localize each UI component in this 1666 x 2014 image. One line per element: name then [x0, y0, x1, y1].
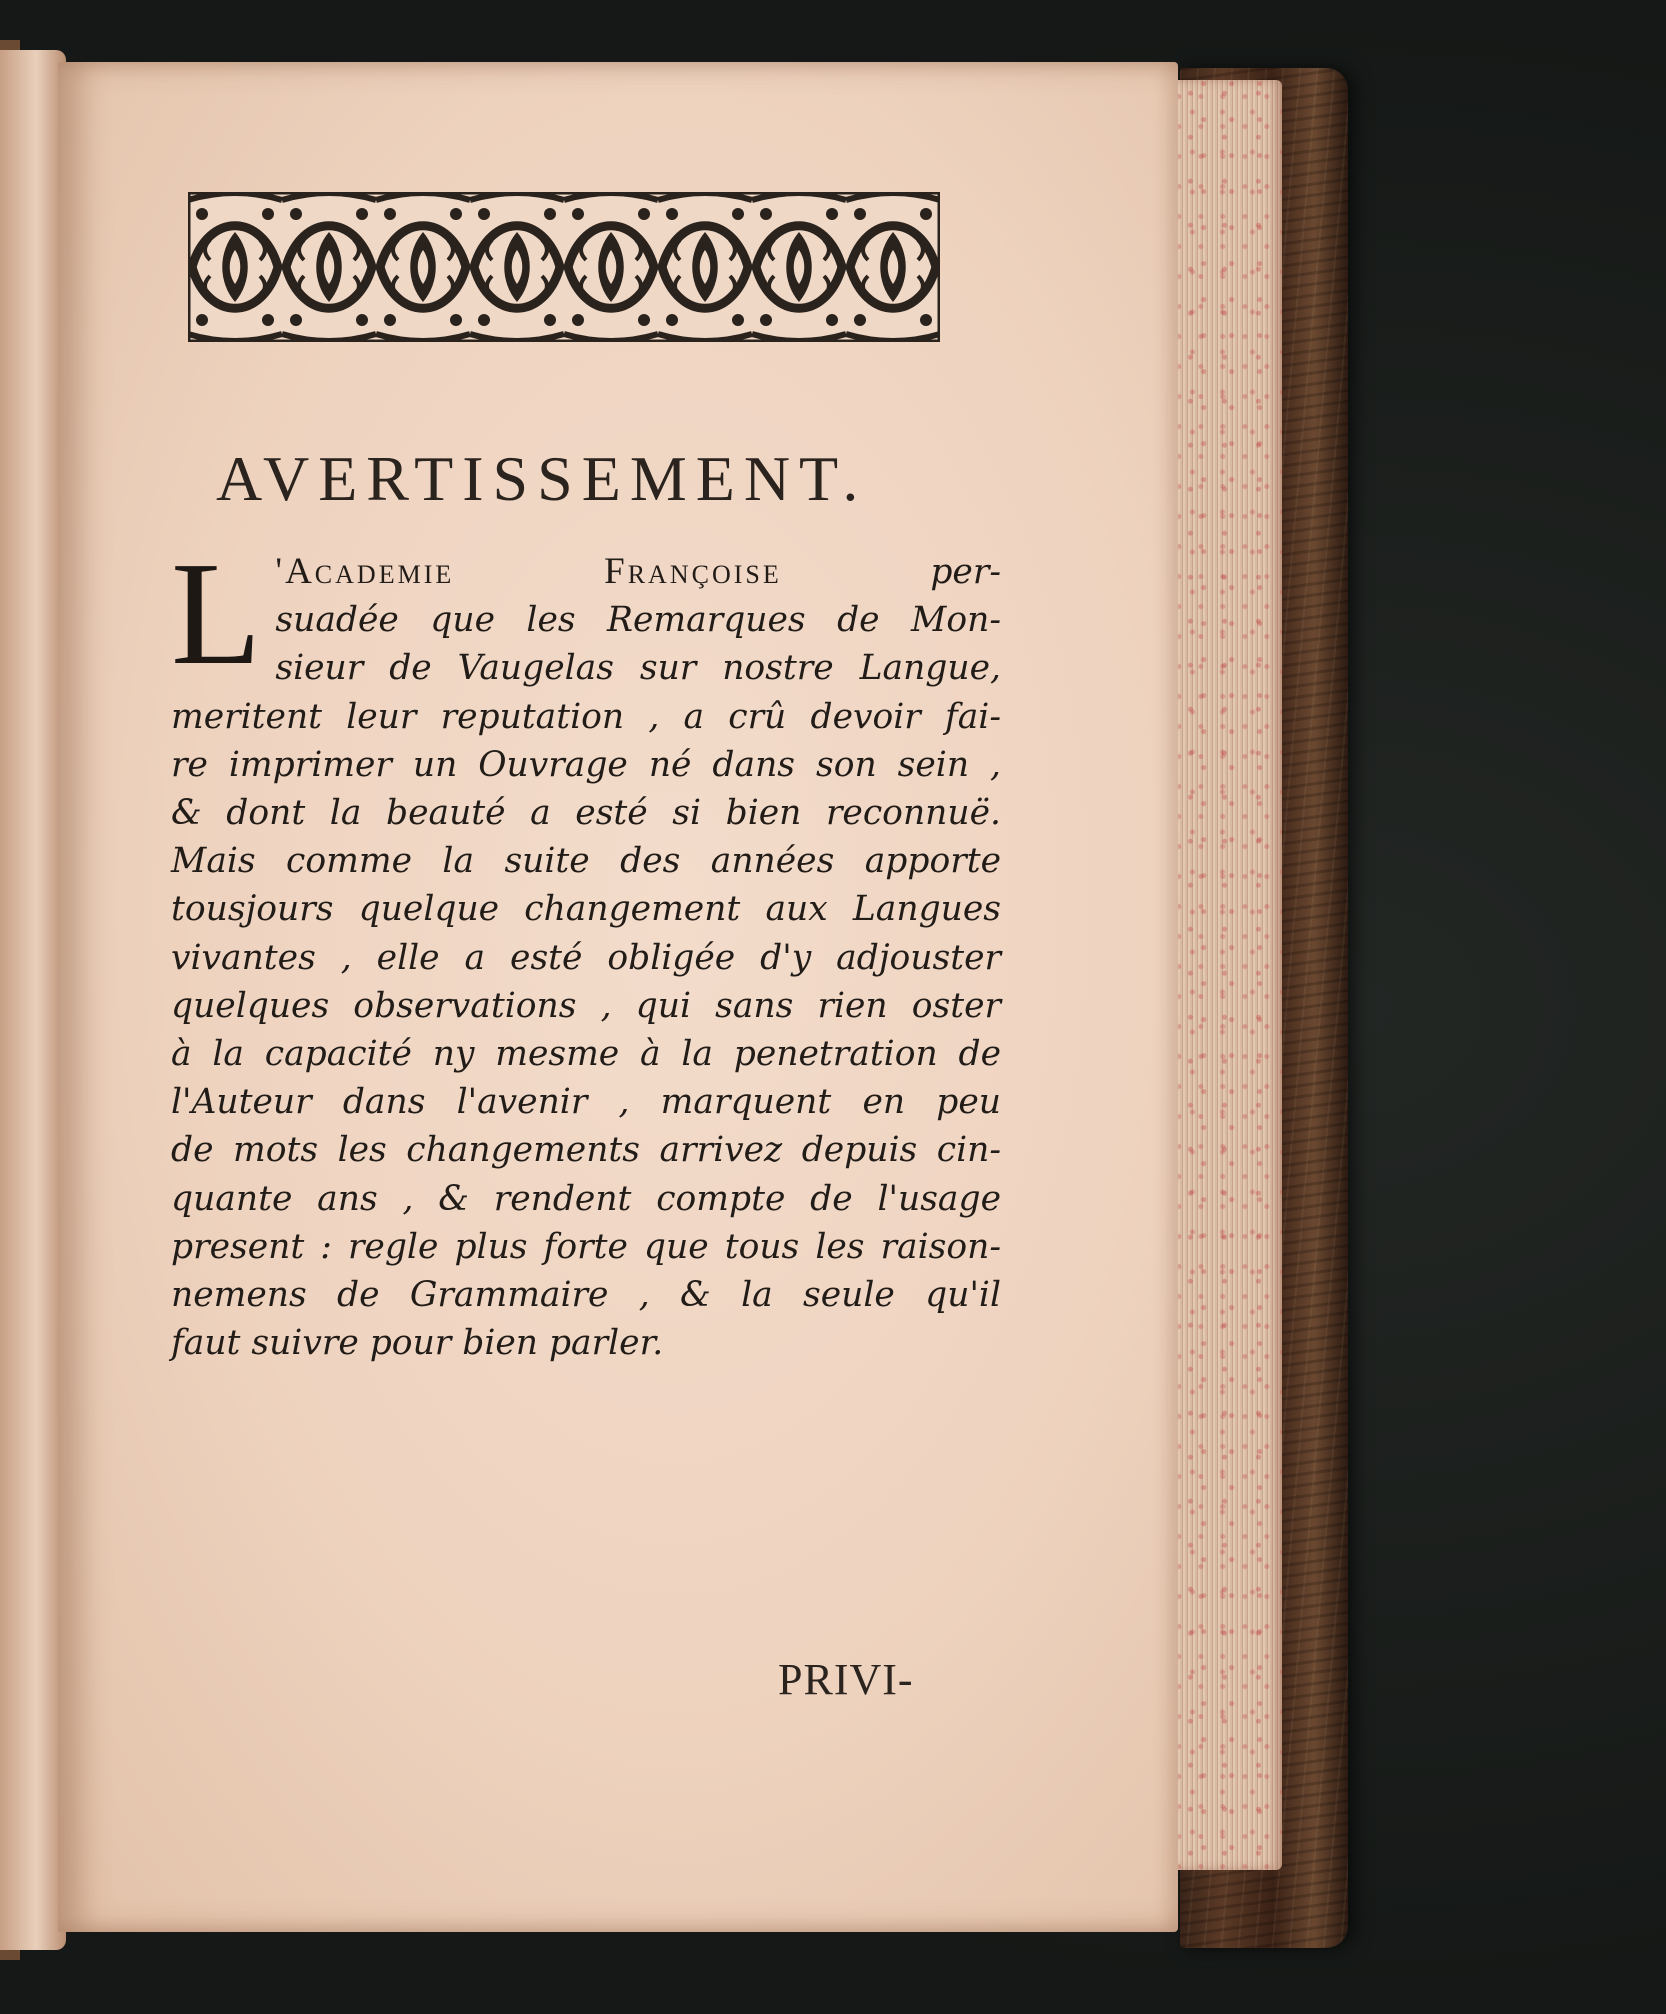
text-line: vivantes , elle a esté obligée d'y adjouster — [171, 937, 1001, 978]
red-speckle — [1170, 80, 1282, 1870]
text-line: suadée que les Remarques de Mon- — [275, 600, 1001, 641]
text-line: l'Auteur dans l'avenir , marquent en peu — [171, 1082, 1001, 1123]
recto-page — [58, 62, 1178, 1932]
ornamental-headpiece — [188, 192, 940, 342]
page-fore-edge — [1170, 80, 1282, 1870]
text-line: sieur de Vaugelas sur nostre Langue, — [275, 648, 1001, 689]
catchword: PRIVI- — [778, 1655, 914, 1704]
text-line: present : regle plus forte que tous les raison- — [171, 1226, 1001, 1267]
text-line: quelques observations , qui sans rien oster — [171, 985, 1001, 1026]
drop-cap: L — [171, 532, 262, 696]
left-page — [0, 50, 66, 1950]
opening-smallcaps: 'Academie Françoise — [275, 551, 782, 592]
text-line: à la capacité ny mesme à la penetration de — [171, 1034, 1001, 1075]
text-line: quante ans , & rendent compte de l'usage — [171, 1178, 1001, 1219]
text-line: tousjours quelque changement aux Langues — [171, 889, 1001, 930]
text-line: Mais comme la suite des années apporte — [171, 841, 1001, 882]
text-line: meritent leur reputation , a crû devoir fai- — [171, 696, 1001, 737]
text-line: nemens de Grammaire , & la seule qu'il — [171, 1275, 1001, 1316]
page-title: AVERTISSEMENT. — [216, 443, 868, 514]
text-fragment: per- — [781, 552, 1001, 592]
text-line — [171, 548, 1001, 596]
body-text — [171, 532, 1001, 1367]
text-line: re imprimer un Ouvrage né dans son sein , — [171, 744, 1001, 785]
text-line: faut suivre pour bien parler. — [171, 1323, 664, 1364]
text-line: & dont la beauté a esté si bien reconnuë. — [171, 793, 1001, 834]
text-line: de mots les changements arrivez depuis cin- — [171, 1130, 1001, 1171]
